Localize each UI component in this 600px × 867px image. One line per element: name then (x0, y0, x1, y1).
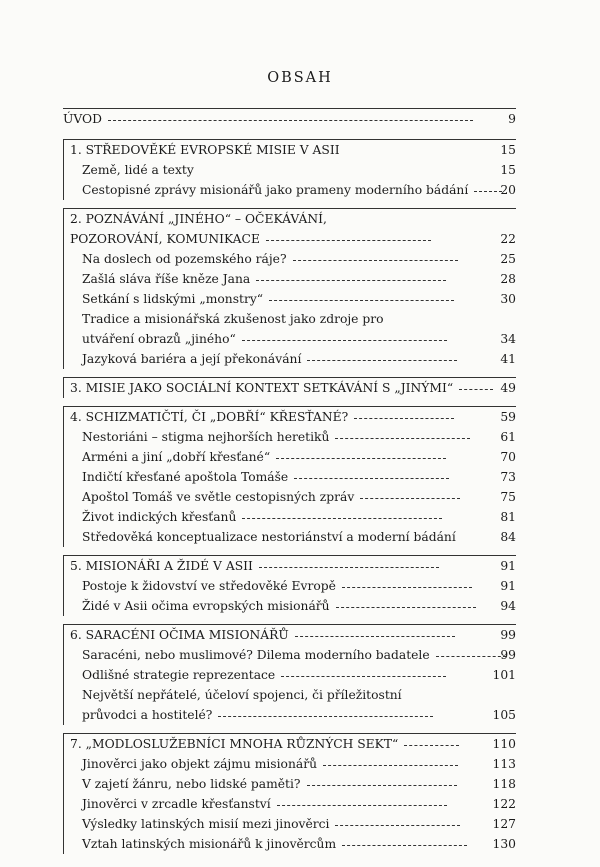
toc-entry[interactable] (64, 407, 516, 427)
toc-entry[interactable] (64, 467, 516, 487)
toc-page-number: 28 (500, 272, 516, 286)
toc-page-number: 122 (492, 797, 516, 811)
toc-page-number: 15 (500, 143, 516, 157)
toc-entry[interactable] (64, 556, 516, 576)
toc-page-number: 30 (500, 292, 516, 306)
toc-entry-title: Výsledky latinských misií mezi jinověrci (82, 817, 330, 831)
toc-page-number: 15 (500, 163, 516, 177)
toc-entry-title: V zajetí žánru, nebo lidské paměti? (82, 777, 301, 791)
leader-dashes (404, 745, 459, 747)
toc-entry[interactable] (64, 734, 516, 754)
toc-entry-title: Středověká konceptualizace nestoriánství a moderní bádání (82, 530, 456, 544)
toc-section (63, 555, 516, 616)
toc-entry-title: Život indických křesťanů (82, 510, 237, 524)
toc-page-number: 94 (500, 599, 516, 613)
leader-dashes (295, 636, 455, 638)
toc-entry[interactable] (64, 427, 516, 447)
toc-entry[interactable] (64, 705, 516, 725)
toc-entry-title: ÚVOD (63, 112, 102, 126)
toc-entry[interactable] (64, 814, 516, 834)
leader-dashes (354, 418, 454, 420)
toc-entry-title: 6. SARACÉNI OČIMA MISIONÁŘŮ (70, 628, 289, 642)
toc-page-number: 41 (500, 352, 516, 366)
toc-entry[interactable] (64, 249, 516, 269)
toc-page-number: 20 (500, 183, 516, 197)
toc-page-number: 9 (508, 112, 516, 126)
toc-page-number: 75 (500, 490, 516, 504)
toc-entry[interactable] (64, 209, 516, 229)
leader-dashes (293, 260, 458, 262)
toc-page-number: 99 (500, 648, 516, 662)
toc-section (63, 733, 516, 854)
leader-dashes (277, 805, 447, 807)
toc-entry-title: Arméni a jiní „dobří křesťané“ (82, 450, 271, 464)
toc-page-number: 34 (500, 332, 516, 346)
toc-entry[interactable] (64, 685, 516, 705)
toc-entry[interactable] (64, 160, 516, 180)
toc-entry[interactable] (64, 774, 516, 794)
toc-entry-title: Saracéni, nebo muslimové? Dilema moderního badatele (82, 648, 430, 662)
toc-page-number: 105 (492, 708, 516, 722)
leader-dashes (307, 785, 457, 787)
leader-dashes (266, 240, 431, 242)
toc-section (63, 139, 516, 200)
toc-entry-title: průvodci a hostitelé? (82, 708, 213, 722)
toc-entry-title: Na doslech od pozemského ráje? (82, 252, 287, 266)
toc-entry-title: 1. STŘEDOVĚKÉ EVROPSKÉ MISIE V ASII (70, 143, 340, 157)
toc-entry-title: Zašlá sláva říše kněze Jana (82, 272, 251, 286)
leader-dashes (323, 765, 458, 767)
toc-entry[interactable] (64, 507, 516, 527)
leader-dashes (259, 567, 439, 569)
toc-section (63, 208, 516, 369)
toc-entry[interactable] (64, 349, 516, 369)
toc-page-number: 70 (500, 450, 516, 464)
leader-dashes (335, 438, 470, 440)
toc-entry[interactable] (64, 596, 516, 616)
toc-page-number: 91 (500, 559, 516, 573)
toc-page-number: 118 (492, 777, 516, 791)
toc-section (63, 406, 516, 547)
toc-entry-title: Jinověrci v zrcadle křesťanství (82, 797, 271, 811)
toc-entry-title: Tradice a misionářská zkušenost jako zdroje pro (82, 312, 384, 326)
toc-entry-title: Největší nepřátelé, účeloví spojenci, či příležitostní (82, 688, 402, 702)
toc-page-number: 25 (500, 252, 516, 266)
toc-entry-title: POZOROVÁNÍ, KOMUNIKACE (70, 232, 260, 246)
leader-dashes (242, 518, 442, 520)
toc-entry-title: Jazyková bariéra a její překonávání (82, 352, 302, 366)
toc-entry[interactable] (64, 576, 516, 596)
toc-page-number: 127 (492, 817, 516, 831)
toc-page-number: 101 (492, 668, 516, 682)
toc-section (63, 108, 516, 129)
leader-dashes (336, 607, 476, 609)
toc-page-number: 22 (500, 232, 516, 246)
page-title: OBSAH (267, 70, 333, 86)
toc-entry-title: 3. MISIE JAKO SOCIÁLNÍ KONTEXT SETKÁVÁNÍ S „JINÝMI“ (70, 381, 454, 395)
toc-page-number: 130 (492, 837, 516, 851)
toc-page-number: 61 (500, 430, 516, 444)
leader-dashes (276, 458, 446, 460)
toc-entry[interactable] (64, 487, 516, 507)
toc-entry[interactable] (64, 794, 516, 814)
toc-entry-title: 7. „MODLOSLUŽEBNÍCI MNOHA RŮZNÝCH SEKT“ (70, 737, 399, 751)
toc-entry[interactable] (64, 229, 516, 249)
toc-entry-title: 5. MISIONÁŘI A ŽIDÉ V ASII (70, 559, 253, 573)
toc-entry[interactable] (64, 378, 516, 398)
leader-dashes (256, 280, 446, 282)
toc-entry-title: Nestoriáni – stigma nejhorších heretiků (82, 430, 330, 444)
toc-entry[interactable] (64, 269, 516, 289)
toc-entry-title: Postoje k židovství ve středověké Evropě (82, 579, 336, 593)
toc-entry[interactable] (64, 527, 516, 547)
toc-entry[interactable] (64, 625, 516, 645)
toc-entry[interactable] (64, 309, 516, 329)
toc-entry[interactable] (64, 645, 516, 665)
toc-page-number: 59 (500, 410, 516, 424)
toc-entry-title: Apoštol Tomáš ve světle cestopisných zpráv (82, 490, 355, 504)
toc-entry-title: Země, lidé a texty (82, 163, 194, 177)
leader-dashes (342, 587, 472, 589)
toc-section (63, 377, 516, 398)
toc-page-number: 91 (500, 579, 516, 593)
toc-entry-title: Odlišné strategie reprezentace (82, 668, 276, 682)
toc-entry[interactable] (64, 447, 516, 467)
toc-entry[interactable] (64, 665, 516, 685)
toc-entry-title: 2. POZNÁVÁNÍ „JINÉHO“ – OČEKÁVÁNÍ, (70, 212, 327, 226)
toc-page-number: 99 (500, 628, 516, 642)
toc-page-number: 84 (500, 530, 516, 544)
leader-dashes (269, 300, 454, 302)
leader-dashes (294, 478, 449, 480)
leader-dashes (360, 498, 460, 500)
toc-entry-title: 4. SCHIZMATIČTÍ, ČI „DOBŘÍ“ KŘESŤANÉ? (70, 410, 349, 424)
toc-entry[interactable] (64, 289, 516, 309)
toc-entry[interactable] (64, 834, 516, 854)
toc-entry-title: Židé v Asii očima evropských misionářů (82, 599, 330, 613)
leader-dashes (307, 360, 457, 362)
toc-entry-title: Indičtí křesťané apoštola Tomáše (82, 470, 289, 484)
toc-entry-title: Vztah latinských misionářů k jinověrcům (82, 837, 337, 851)
leader-dashes (218, 716, 433, 718)
toc-entry[interactable] (63, 109, 516, 129)
toc-page-number: 113 (492, 757, 516, 771)
toc-entry-title: Setkání s lidskými „monstry“ (82, 292, 264, 306)
leader-dashes (281, 676, 446, 678)
leader-dashes (242, 340, 447, 342)
toc-entry-title: utváření obrazů „jiného“ (82, 332, 236, 346)
toc-entry-title: Jinověrci jako objekt zájmu misionářů (82, 757, 317, 771)
toc-page-number: 73 (500, 470, 516, 484)
toc-entry[interactable] (64, 140, 516, 160)
toc-entry[interactable] (64, 329, 516, 349)
leader-dashes (342, 845, 467, 847)
toc-section (63, 624, 516, 725)
table-of-contents (63, 108, 516, 862)
toc-entry[interactable] (64, 180, 516, 200)
toc-entry-title: Cestopisné zprávy misionářů jako prameny moderního bádání (82, 183, 469, 197)
toc-page-number: 81 (500, 510, 516, 524)
leader-dashes (108, 120, 473, 122)
toc-page-number: 49 (500, 381, 516, 395)
toc-page-number: 110 (492, 737, 516, 751)
leader-dashes (335, 825, 460, 827)
toc-entry[interactable] (64, 754, 516, 774)
